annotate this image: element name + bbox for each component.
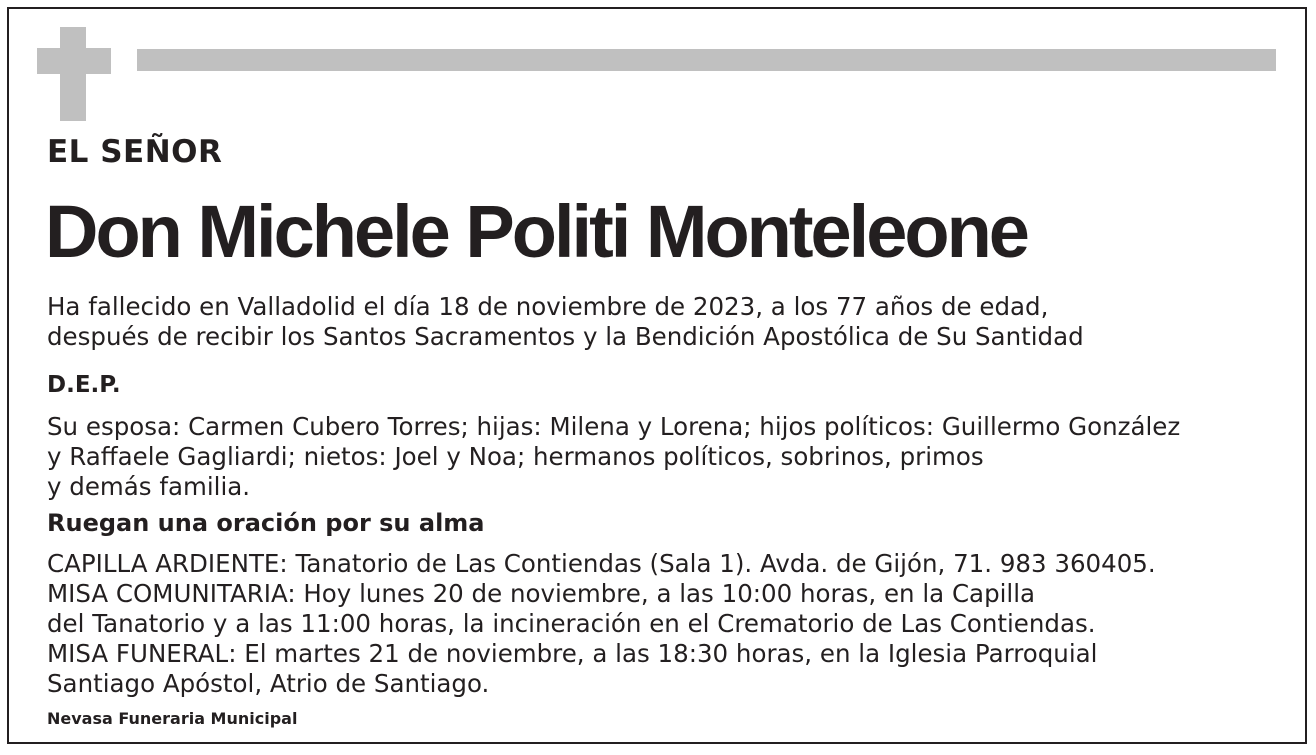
arrangement-line: MISA FUNERAL: El martes 21 de noviembre, a las 18:30 horas, en la Iglesia Parroquial — [47, 639, 1098, 668]
header-rule — [137, 49, 1276, 71]
deceased-name: Don Michele Politi Monteleone — [45, 190, 1027, 273]
dep-label: D.E.P. — [47, 372, 121, 398]
family-list — [47, 412, 1180, 502]
family-line: y Raffaele Gagliardi; nietos: Joel y Noa; hermanos políticos, sobrinos, primos — [47, 442, 984, 471]
prayer-request: Ruegan una oración por su alma — [47, 509, 485, 537]
family-line: Su esposa: Carmen Cubero Torres; hijas: Milena y Lorena; hijos políticos: Guillermo González — [47, 412, 1181, 441]
family-line: y demás familia. — [47, 472, 251, 501]
cross-icon — [37, 27, 111, 121]
announcement-line: Ha fallecido en Valladolid el día 18 de noviembre de 2023, a los 77 años de edad, — [47, 292, 1049, 321]
announcement-line: después de recibir los Santos Sacramentos y la Bendición Apostólica de Su Santidad — [47, 322, 1084, 351]
arrangement-line: Santiago Apóstol, Atrio de Santiago. — [47, 669, 490, 698]
arrangement-line: del Tanatorio y a las 11:00 horas, la incineración en el Crematorio de Las Contiendas. — [47, 609, 1096, 638]
funeral-arrangements — [47, 549, 1156, 699]
death-announcement — [47, 292, 1084, 352]
honorific: EL SEÑOR — [47, 134, 223, 170]
obituary-notice — [7, 7, 1307, 744]
funeral-home-name: Nevasa Funeraria Municipal — [47, 709, 298, 728]
arrangement-line: MISA COMUNITARIA: Hoy lunes 20 de noviembre, a las 10:00 horas, en la Capilla — [47, 579, 1036, 608]
arrangement-line: CAPILLA ARDIENTE: Tanatorio de Las Contiendas (Sala 1). Avda. de Gijón, 71. 983 360405. — [47, 549, 1156, 578]
